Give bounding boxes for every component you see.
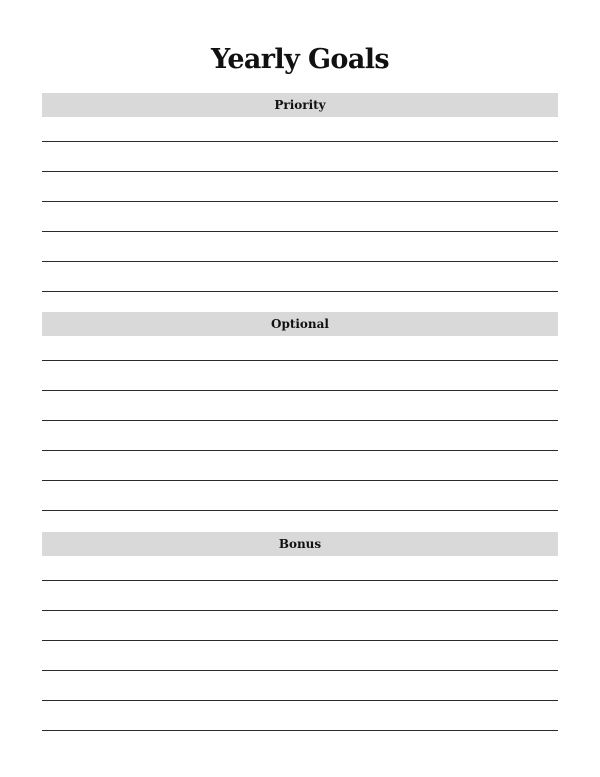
writing-lines-optional bbox=[42, 336, 558, 511]
writing-line bbox=[42, 451, 558, 481]
section-header-priority: Priority bbox=[42, 93, 558, 117]
section-priority bbox=[42, 93, 558, 292]
writing-line bbox=[42, 581, 558, 611]
writing-line bbox=[42, 481, 558, 511]
writing-line bbox=[42, 172, 558, 202]
writing-lines-bonus bbox=[42, 556, 558, 731]
writing-line bbox=[42, 611, 558, 641]
writing-lines-priority bbox=[42, 117, 558, 292]
writing-line bbox=[42, 142, 558, 172]
section-header-bonus: Bonus bbox=[42, 532, 558, 556]
writing-line bbox=[42, 202, 558, 232]
writing-line bbox=[42, 421, 558, 451]
writing-line bbox=[42, 336, 558, 361]
section-header-optional: Optional bbox=[42, 312, 558, 336]
writing-line bbox=[42, 391, 558, 421]
writing-line bbox=[42, 262, 558, 292]
page-title: Yearly Goals bbox=[211, 44, 389, 75]
section-bonus bbox=[42, 532, 558, 731]
writing-line bbox=[42, 232, 558, 262]
writing-line bbox=[42, 117, 558, 142]
writing-line bbox=[42, 671, 558, 701]
writing-line bbox=[42, 641, 558, 671]
section-optional bbox=[42, 312, 558, 511]
writing-line bbox=[42, 701, 558, 731]
writing-line bbox=[42, 361, 558, 391]
writing-line bbox=[42, 556, 558, 581]
